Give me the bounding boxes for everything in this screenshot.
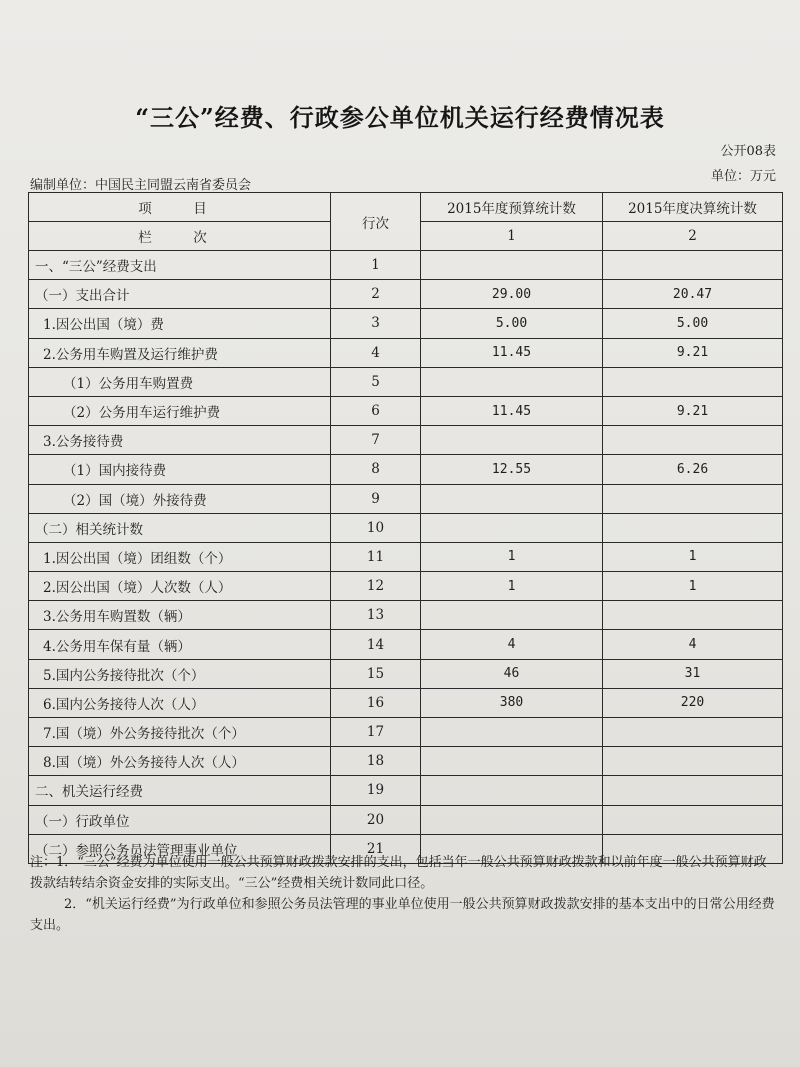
final-value: 5.00 <box>603 309 783 338</box>
budget-value: 4 <box>421 630 603 659</box>
header-row-no: 行次 <box>331 193 421 251</box>
row-number: 6 <box>331 396 421 425</box>
row-number: 8 <box>331 455 421 484</box>
row-item-label: （二）参照公务员法管理事业单位 <box>29 834 331 863</box>
row-item-label: （一）行政单位 <box>29 805 331 834</box>
row-item-label: （1）国内接待费 <box>29 455 331 484</box>
row-item-label: （1）公务用车购置费 <box>29 367 331 396</box>
final-value: 31 <box>603 659 783 688</box>
row-number: 9 <box>331 484 421 513</box>
budget-value: 29.00 <box>421 280 603 309</box>
table-row <box>29 542 783 571</box>
table-row <box>29 747 783 776</box>
footnotes <box>30 852 778 936</box>
row-number: 12 <box>331 572 421 601</box>
row-number: 4 <box>331 338 421 367</box>
header-budget-col-no: 1 <box>421 222 603 251</box>
row-number: 10 <box>331 513 421 542</box>
budget-value <box>421 776 603 805</box>
row-item-label: （2）公务用车运行维护费 <box>29 396 331 425</box>
row-number: 18 <box>331 747 421 776</box>
final-value <box>603 251 783 280</box>
row-number: 15 <box>331 659 421 688</box>
budget-value: 46 <box>421 659 603 688</box>
row-item-label: 1.因公出国（境）费 <box>29 309 331 338</box>
row-item-label: 一、“三公”经费支出 <box>29 251 331 280</box>
budget-value: 11.45 <box>421 338 603 367</box>
budget-value: 5.00 <box>421 309 603 338</box>
row-item-label: 1.因公出国（境）团组数（个） <box>29 542 331 571</box>
page-title: “三公”经费、行政参公单位机关运行经费情况表 <box>135 103 665 132</box>
compiling-unit: 编制单位：中国民主同盟云南省委员会 <box>30 178 252 193</box>
row-number: 7 <box>331 426 421 455</box>
final-value <box>603 484 783 513</box>
table-row <box>29 718 783 747</box>
table-row <box>29 367 783 396</box>
table-row <box>29 572 783 601</box>
budget-value: 1 <box>421 572 603 601</box>
row-item-label: 二、机关运行经费 <box>29 776 331 805</box>
table-row <box>29 630 783 659</box>
final-value: 220 <box>603 688 783 717</box>
row-item-label: 3.公务接待费 <box>29 426 331 455</box>
budget-value <box>421 601 603 630</box>
budget-value <box>421 747 603 776</box>
table-row <box>29 251 783 280</box>
row-number: 20 <box>331 805 421 834</box>
footnote-2: 2．“机关运行经费”为行政单位和参照公务员法管理的事业单位使用一般公共预算财政拨款安排的基本支出中的日常公用经费支出。 <box>30 897 775 933</box>
final-value <box>603 805 783 834</box>
header-final: 2015年度决算统计数 <box>603 193 783 222</box>
table-row <box>29 426 783 455</box>
row-number: 16 <box>331 688 421 717</box>
final-value <box>603 747 783 776</box>
table-row <box>29 601 783 630</box>
table-row <box>29 513 783 542</box>
header-final-col-no: 2 <box>603 222 783 251</box>
header-column-label: 栏 次 <box>29 222 331 251</box>
final-value <box>603 426 783 455</box>
table-row <box>29 484 783 513</box>
final-value: 20.47 <box>603 280 783 309</box>
budget-value <box>421 251 603 280</box>
budget-value <box>421 367 603 396</box>
table-row <box>29 309 783 338</box>
header-item: 项 目 <box>29 193 331 222</box>
final-value: 1 <box>603 542 783 571</box>
budget-value <box>421 484 603 513</box>
row-item-label: 5.国内公务接待批次（个） <box>29 659 331 688</box>
budget-value <box>421 513 603 542</box>
row-item-label: 2.公务用车购置及运行维护费 <box>29 338 331 367</box>
row-item-label: 6.国内公务接待人次（人） <box>29 688 331 717</box>
budget-value: 380 <box>421 688 603 717</box>
header-budget: 2015年度预算统计数 <box>421 193 603 222</box>
row-number: 2 <box>331 280 421 309</box>
footnote-1: 注：1．“三公”经费为单位使用一般公共预算财政拨款安排的支出，包括当年一般公共预算财政拨款和以前年度一般公共预算财政拨款结转结余资金安排的实际支出。“三公”经费相关统计数同此口径。 <box>30 855 767 891</box>
final-value <box>603 601 783 630</box>
budget-value <box>421 426 603 455</box>
row-number: 19 <box>331 776 421 805</box>
budget-value: 12.55 <box>421 455 603 484</box>
row-item-label: （2）国（境）外接待费 <box>29 484 331 513</box>
budget-value: 11.45 <box>421 396 603 425</box>
row-item-label: 7.国（境）外公务接待批次（个） <box>29 718 331 747</box>
table-row <box>29 396 783 425</box>
table-row <box>29 776 783 805</box>
row-number: 21 <box>331 834 421 863</box>
unit-label: 单位：万元 <box>710 169 776 184</box>
row-item-label: （二）相关统计数 <box>29 513 331 542</box>
table-row <box>29 280 783 309</box>
final-value <box>603 718 783 747</box>
table-row <box>29 455 783 484</box>
final-value <box>603 776 783 805</box>
final-value: 4 <box>603 630 783 659</box>
row-number: 13 <box>331 601 421 630</box>
row-number: 3 <box>331 309 421 338</box>
row-number: 11 <box>331 542 421 571</box>
budget-value <box>421 805 603 834</box>
final-value: 9.21 <box>603 338 783 367</box>
header-row-1 <box>29 193 783 222</box>
final-value <box>603 367 783 396</box>
budget-value: 1 <box>421 542 603 571</box>
budget-value <box>421 718 603 747</box>
row-item-label: 4.公务用车保有量（辆） <box>29 630 331 659</box>
final-value <box>603 513 783 542</box>
row-item-label: 3.公务用车购置数（辆） <box>29 601 331 630</box>
form-code: 公开08表 <box>720 144 776 159</box>
row-number: 14 <box>331 630 421 659</box>
row-number: 1 <box>331 251 421 280</box>
row-number: 5 <box>331 367 421 396</box>
expense-table <box>28 192 783 864</box>
row-number: 17 <box>331 718 421 747</box>
row-item-label: 2.因公出国（境）人次数（人） <box>29 572 331 601</box>
table-row <box>29 688 783 717</box>
row-item-label: （一）支出合计 <box>29 280 331 309</box>
row-item-label: 8.国（境）外公务接待人次（人） <box>29 747 331 776</box>
table-row <box>29 805 783 834</box>
final-value: 6.26 <box>603 455 783 484</box>
table-row <box>29 659 783 688</box>
final-value: 9.21 <box>603 396 783 425</box>
final-value: 1 <box>603 572 783 601</box>
table-row <box>29 338 783 367</box>
